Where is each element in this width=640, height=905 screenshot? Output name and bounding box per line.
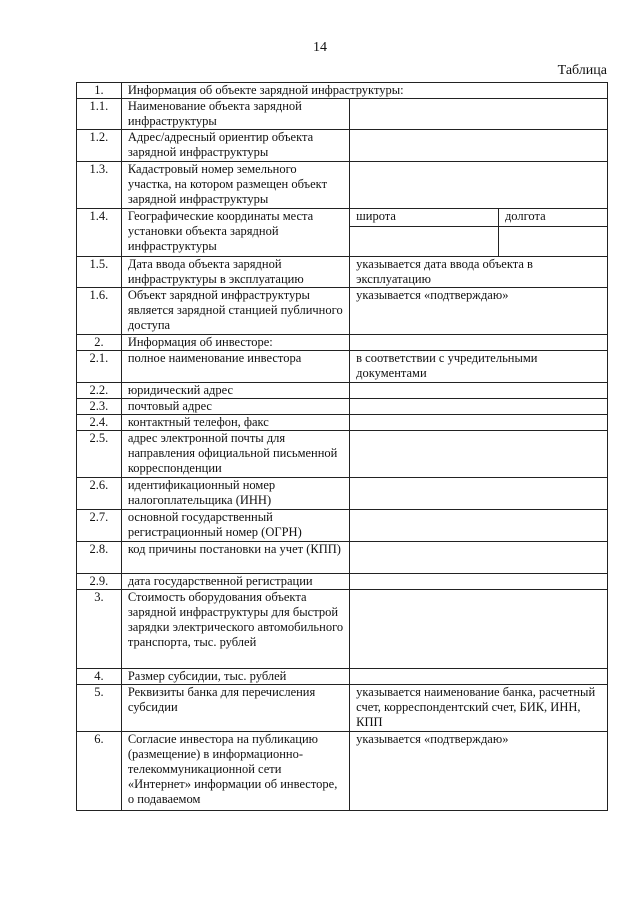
- table-row: [77, 574, 608, 590]
- table-row: [77, 335, 608, 351]
- row-label: Объект зарядной инфраструктуры является зарядной станцией публичного доступа: [121, 288, 349, 335]
- row-label: полное наименование инвестора: [121, 351, 349, 383]
- row-number: 1.4.: [77, 209, 122, 257]
- row-number: 1.5.: [77, 257, 122, 288]
- row-label: Реквизиты банка для перечисления субсидии: [121, 685, 349, 732]
- application-form-table: [76, 82, 608, 811]
- row-value: [350, 99, 608, 130]
- row-number: 2.2.: [77, 383, 122, 399]
- row-number: 1.1.: [77, 99, 122, 130]
- table-row: [77, 351, 608, 383]
- row-number: 6.: [77, 732, 122, 811]
- row-number: 2.1.: [77, 351, 122, 383]
- latitude-cell: [350, 209, 499, 257]
- row-value: указывается дата ввода объекта в эксплуатацию: [350, 257, 608, 288]
- row-number: 1.: [77, 83, 122, 99]
- row-label: Наименование объекта зарядной инфраструктуры: [121, 99, 349, 130]
- row-label: юридический адрес: [121, 383, 349, 399]
- row-value: [350, 542, 608, 574]
- row-label: Размер субсидии, тыс. рублей: [121, 669, 349, 685]
- row-value: [350, 335, 608, 351]
- row-label: адрес электронной почты для направления официальной письменной корреспонденции: [121, 431, 349, 478]
- longitude-cell: [498, 209, 607, 257]
- row-number: 2.9.: [77, 574, 122, 590]
- table-row: [77, 669, 608, 685]
- row-number: 5.: [77, 685, 122, 732]
- table-row: [77, 431, 608, 478]
- row-value: указывается «подтверждаю»: [350, 288, 608, 335]
- table-row: [77, 257, 608, 288]
- table-row: [77, 510, 608, 542]
- row-value: [350, 399, 608, 415]
- row-label: идентификационный номер налогоплательщика (ИНН): [121, 478, 349, 510]
- row-number: 2.4.: [77, 415, 122, 431]
- row-number: 2.: [77, 335, 122, 351]
- row-value: [350, 669, 608, 685]
- row-value: [350, 590, 608, 669]
- row-number: 2.6.: [77, 478, 122, 510]
- row-label: Информация об инвесторе:: [121, 335, 349, 351]
- table-row: [77, 83, 608, 99]
- row-label: Кадастровый номер земельного участка, на котором размещен объект зарядной инфраструктуры: [121, 162, 349, 209]
- row-label: Дата ввода объекта зарядной инфраструктуры в эксплуатацию: [121, 257, 349, 288]
- row-number: 1.2.: [77, 130, 122, 162]
- row-value: [350, 162, 608, 209]
- row-label: Адрес/адресный ориентир объекта зарядной инфраструктуры: [121, 130, 349, 162]
- row-label: Географические координаты места установки объекта зарядной инфраструктуры: [121, 209, 349, 257]
- row-value: [350, 431, 608, 478]
- row-value: [350, 383, 608, 399]
- table-row: [77, 732, 608, 811]
- row-number: 2.8.: [77, 542, 122, 574]
- table-row: [77, 478, 608, 510]
- row-number: 2.5.: [77, 431, 122, 478]
- table-row: [77, 542, 608, 574]
- row-value: [350, 415, 608, 431]
- row-number: 1.6.: [77, 288, 122, 335]
- row-label: дата государственной регистрации: [121, 574, 349, 590]
- row-value: [350, 478, 608, 510]
- table-row: [77, 288, 608, 335]
- row-number: 2.7.: [77, 510, 122, 542]
- row-value: [350, 574, 608, 590]
- row-label: основной государственный регистрационный номер (ОГРН): [121, 510, 349, 542]
- row-number: 4.: [77, 669, 122, 685]
- row-number: 1.3.: [77, 162, 122, 209]
- row-value: указывается «подтверждаю»: [350, 732, 608, 811]
- row-label: код причины постановки на учет (КПП): [121, 542, 349, 574]
- row-number: 3.: [77, 590, 122, 669]
- row-number: 2.3.: [77, 399, 122, 415]
- table-row: [77, 130, 608, 162]
- table-row: [77, 415, 608, 431]
- row-value: [350, 130, 608, 162]
- table-row: [77, 590, 608, 669]
- row-label: Стоимость оборудования объекта зарядной инфраструктуры для быстрой зарядки электрического автомобильного транспорта, тыс. рублей: [121, 590, 349, 669]
- table-caption: Таблица: [557, 63, 607, 78]
- row-label: почтовый адрес: [121, 399, 349, 415]
- row-label: контактный телефон, факс: [121, 415, 349, 431]
- table-row: [77, 162, 608, 209]
- table-row: [77, 383, 608, 399]
- table-row: [77, 209, 608, 257]
- row-label: Согласие инвестора на публикацию (размещение) в информационно-телекоммуникационной сети «Интернет» информации об инвесторе, о подаваемом: [121, 732, 349, 811]
- table-row: [77, 685, 608, 732]
- longitude-label: долгота: [499, 209, 607, 227]
- row-value: указывается наименование банка, расчетный счет, корреспондентский счет, БИК, ИНН, КПП: [350, 685, 608, 732]
- row-label: Информация об объекте зарядной инфраструктуры:: [121, 83, 607, 99]
- row-value: в соответствии с учредительными документами: [350, 351, 608, 383]
- row-value: [350, 510, 608, 542]
- table-row: [77, 99, 608, 130]
- latitude-label: широта: [350, 209, 498, 227]
- table-row: [77, 399, 608, 415]
- page-number: 14: [313, 40, 327, 55]
